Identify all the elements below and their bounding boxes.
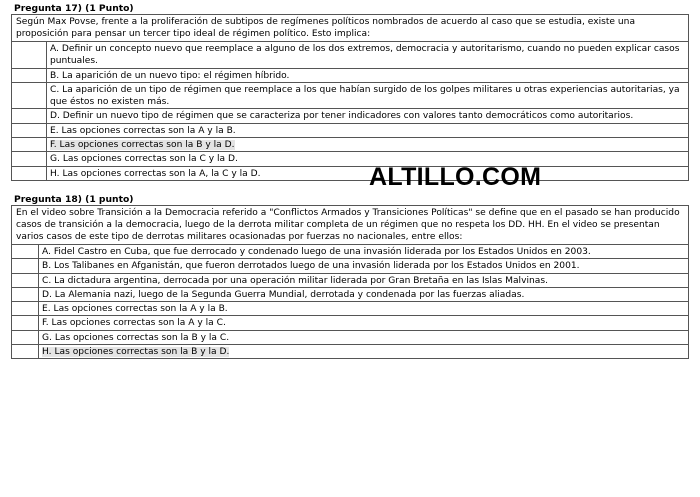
- option-d-text: D. La Alemania nazi, luego de la Segunda Guerra Mundial, derrotada y condenada por las fuerzas aliadas.: [42, 289, 525, 300]
- answer-cell[interactable]: [12, 152, 47, 165]
- option-row[interactable]: [12, 42, 688, 69]
- option-row[interactable]: [12, 274, 688, 288]
- answer-cell[interactable]: [12, 302, 39, 315]
- answer-cell[interactable]: [12, 167, 47, 180]
- question-17-prompt: Según Max Povse, frente a la proliferación de subtipos de regímenes políticos nombrados de acuerdo al caso que se estudia, existe una proposición para pensar un tercer tipo ideal de régimen político. Esto implica:: [12, 15, 688, 42]
- answer-cell[interactable]: [12, 124, 47, 137]
- option-a-text: A. Definir un concepto nuevo que reemplace a alguno de los dos extremos, democracia y autoritarismo, cuando no pueden explicar casos puntuales.: [50, 44, 680, 67]
- option-row[interactable]: [12, 83, 688, 110]
- question-18-table: [11, 205, 689, 359]
- option-row[interactable]: [12, 109, 688, 123]
- option-row-selected[interactable]: [12, 138, 688, 152]
- option-row[interactable]: [12, 124, 688, 138]
- option-row[interactable]: [12, 152, 688, 166]
- option-e-text: E. Las opciones correctas son la A y la B.: [42, 304, 228, 315]
- option-f-text: [47, 138, 688, 151]
- question-18-prompt: En el video sobre Transición a la Democracia referido a "Conflictos Armados y Transiciones Políticas" se define que en el pasado se han producido casos de transición a la democracia, luego de la derrota militar completa de un régimen que no respeta los DD. HH. En el video se presentan varios casos de este tipo de derrotas militares ocasionadas por fuerzas no nacionales, entre ellos:: [12, 206, 688, 245]
- option-b-text: B. La aparición de un nuevo tipo: el régimen híbrido.: [50, 70, 290, 81]
- answer-cell[interactable]: [12, 345, 39, 358]
- option-row[interactable]: [12, 167, 688, 180]
- option-d-text: D. Definir un nuevo tipo de régimen que se caracteriza por tener indicadores con valores tanto democráticos como autoritarios.: [50, 111, 634, 122]
- option-c-text: C. La aparición de un tipo de régimen que reemplace a los que habían surgido de los golpes militares u otras experiencias autoritarias, ya que éstos no existen más.: [50, 84, 680, 108]
- option-h-text: H. Las opciones correctas son la A, la C y la D.: [50, 168, 261, 179]
- option-row[interactable]: [12, 69, 688, 83]
- question-17-table: [11, 14, 689, 181]
- option-g-text: G. Las opciones correctas son la B y la C.: [42, 332, 230, 343]
- option-row[interactable]: [12, 288, 688, 302]
- option-e-text: E. Las opciones correctas son la A y la B.: [50, 125, 236, 136]
- answer-cell[interactable]: [12, 83, 47, 109]
- option-row[interactable]: [12, 331, 688, 345]
- answer-cell[interactable]: [12, 42, 47, 68]
- answer-cell[interactable]: [12, 274, 39, 287]
- question-18-title: Pregunta 18) (1 punto): [14, 194, 134, 205]
- option-row[interactable]: [12, 316, 688, 330]
- option-row[interactable]: [12, 302, 688, 316]
- answer-cell[interactable]: [12, 245, 39, 258]
- answer-cell[interactable]: [12, 259, 39, 272]
- selected-answer-highlight: H. Las opciones correctas son la B y la D.: [42, 347, 230, 358]
- watermark-logo: ALTILLO.COM: [369, 163, 542, 191]
- answer-cell[interactable]: [12, 69, 47, 82]
- question-17-title: Pregunta 17) (1 Punto): [14, 3, 134, 14]
- selected-answer-highlight: F. Las opciones correctas son la B y la D.: [50, 140, 235, 151]
- answer-cell[interactable]: [12, 288, 39, 301]
- option-f-text: F. Las opciones correctas son la A y la C.: [42, 318, 226, 329]
- answer-cell[interactable]: [12, 316, 39, 329]
- option-row[interactable]: [12, 245, 688, 259]
- answer-cell[interactable]: [12, 331, 39, 344]
- option-row-selected[interactable]: [12, 345, 688, 358]
- option-c-text: C. La dictadura argentina, derrocada por una operación militar liderada por Gran Bretaña en las Islas Malvinas.: [42, 275, 548, 286]
- answer-cell[interactable]: [12, 138, 47, 151]
- option-row[interactable]: [12, 259, 688, 273]
- option-h-text: [39, 345, 688, 358]
- answer-cell[interactable]: [12, 109, 47, 122]
- option-g-text: G. Las opciones correctas son la C y la D.: [50, 154, 238, 165]
- option-b-text: B. Los Talibanes en Afganistán, que fueron derrotados luego de una invasión liderada por los Estados Unidos en 2001.: [42, 261, 580, 272]
- option-a-text: A. Fidel Castro en Cuba, que fue derrocado y condenado luego de una invasión liderada por los Estados Unidos en 2003.: [42, 247, 591, 257]
